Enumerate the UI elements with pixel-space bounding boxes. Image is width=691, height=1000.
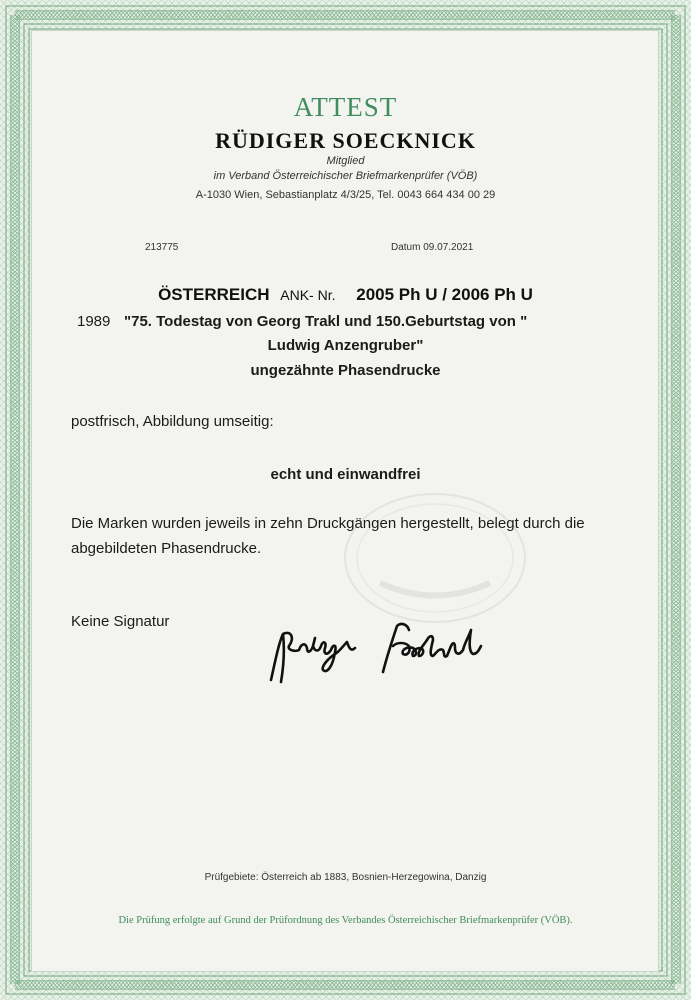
issue-title-line3: ungezähnte Phasendrucke xyxy=(250,362,441,379)
verdict-text: echt und einwandfrei xyxy=(270,466,421,483)
certificate-number: 213775 xyxy=(145,242,179,253)
examiner-name: RÜDIGER SOECKNICK xyxy=(215,128,476,153)
footer-note: Die Prüfung erfolgte auf Grund der Prüfordnung des Verbandes Österreichischer Briefmarkenprüfer (VÖB). xyxy=(118,915,573,926)
issue-year: 1989 xyxy=(77,313,111,330)
condition-text: postfrisch, Abbildung umseitig: xyxy=(71,413,274,430)
certificate-heading: ATTEST xyxy=(293,92,398,122)
issue-title-line2: Ludwig Anzengruber" xyxy=(267,337,424,354)
examiner-address: A-1030 Wien, Sebastianplatz 4/3/25, Tel. 0043 664 434 00 29 xyxy=(195,189,496,201)
catalogue-line xyxy=(0,285,691,305)
remark-line2: abgebildeten Phasendrucke. xyxy=(71,540,262,557)
membership-label: Mitglied xyxy=(326,155,365,167)
country-name: ÖSTERREICH xyxy=(158,285,270,304)
signature-note: Keine Signatur xyxy=(71,613,170,630)
expertise-areas: Prüfgebiete: Österreich ab 1883, Bosnien-Herzegowina, Danzig xyxy=(204,872,487,883)
embossed-seal xyxy=(340,488,530,628)
association-label: im Verband Österreichischer Briefmarkenprüfer (VÖB) xyxy=(213,170,478,182)
handwritten-signature xyxy=(265,612,515,688)
catalogue-numbers: 2005 Ph U / 2006 Ph U xyxy=(356,285,533,304)
issue-title-line1: "75. Todestag von Georg Trakl und 150.Geburtstag von " xyxy=(124,313,528,330)
certificate-date: Datum 09.07.2021 xyxy=(391,242,474,253)
remark-line1: Die Marken wurden jeweils in zehn Druckgängen hergestellt, belegt durch die xyxy=(71,515,585,532)
ank-label: ANK- Nr. xyxy=(280,287,336,303)
